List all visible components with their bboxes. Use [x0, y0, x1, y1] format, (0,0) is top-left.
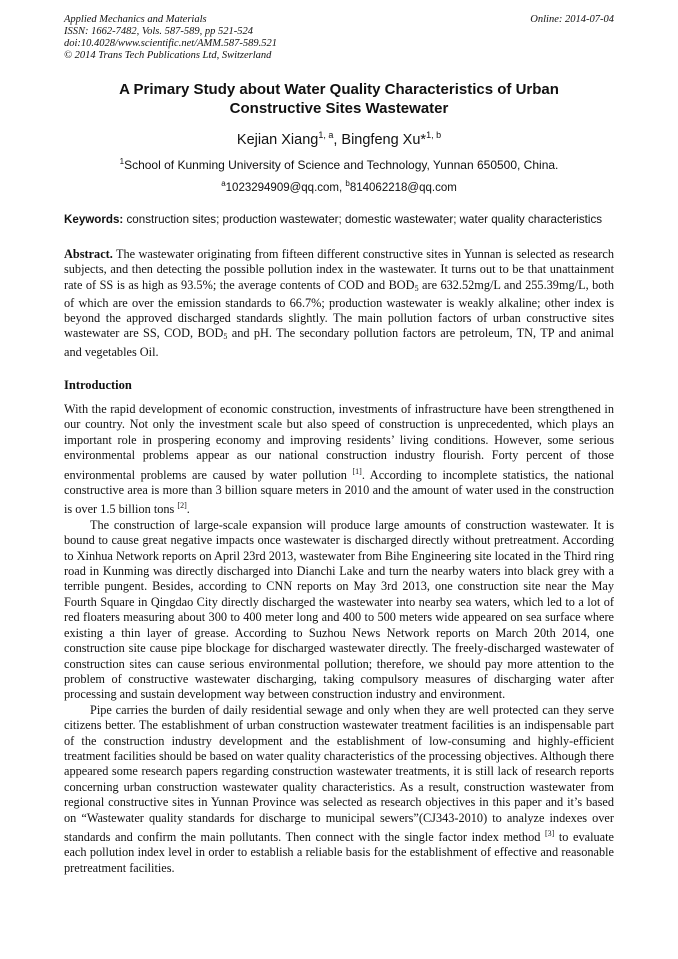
- abstract-text-3: and pH. The secondary pollution factors are petroleum, TN, TP and animal and vegetables Oil.: [64, 326, 614, 359]
- citation-1: [1]: [352, 466, 362, 476]
- author-1: Kejian Xiang: [236, 132, 319, 148]
- author-separator: ,: [333, 132, 342, 148]
- introduction-body: [64, 402, 614, 876]
- keywords-label: Keywords:: [64, 213, 124, 226]
- email-b: 814062218@qq.com: [349, 182, 457, 194]
- abstract: [64, 247, 614, 360]
- introduction-heading: Introduction: [64, 378, 132, 392]
- bod-subscript-1: 5: [414, 283, 419, 293]
- paper-title: [64, 80, 614, 118]
- doi: doi:10.4028/www.scientific.net/AMM.587-589.521: [64, 38, 277, 49]
- email-a-sup: a: [221, 179, 226, 188]
- intro-p3-text-b: to evaluate each pollution index level in order to establish a reliable basis for the establishment of effective and reasonable pretreatment facilities.: [64, 829, 614, 875]
- affiliation-text: School of Kunming University of Science and Technology, Yunnan 650500, China.: [124, 158, 559, 172]
- online-date: Online: 2014-07-04: [530, 14, 614, 25]
- citation-2: [2]: [177, 501, 187, 511]
- citation-3: [3]: [544, 828, 555, 838]
- author-2: Bingfeng Xu*: [341, 132, 427, 148]
- abstract-text-1: The wastewater originating from fifteen different constructive sites in Yunnan is selected as research subjects, and then detecting the possible pollution index in the wastewater. It turns out to be that unattainment rate of SS is as high as 93.5%; the average contents of COD and BOD: [64, 247, 614, 292]
- email-b-sup: b: [345, 179, 350, 188]
- issn: ISSN: 1662-7482, Vols. 587-589, pp 521-524: [64, 26, 253, 37]
- authors: [64, 130, 614, 148]
- intro-p1-text-c: .: [186, 502, 190, 517]
- keywords-text: construction sites; production wastewater; domestic wastewater; water quality characteristics: [123, 213, 603, 226]
- affiliation: [64, 157, 614, 172]
- abstract-label: Abstract.: [64, 247, 113, 261]
- author-1-sup: 1, a: [318, 130, 334, 140]
- intro-p1-text-a: With the rapid development of economic construction, investments of infrastructure have been strengthened in our country. Not only the investment scale but also speed of construction is unprecedented, which plays an important role in prospering economy and improving residents’ living conditions. However, some serious environmental problems appear as our national construction industry flourish. Forty percent of those environmental problems are caused by water pollution: [64, 402, 614, 482]
- title-line-2: Constructive Sites Wastewater: [229, 100, 449, 117]
- title-line-1: A Primary Study about Water Quality Characteristics of Urban: [119, 81, 559, 98]
- copyright: © 2014 Trans Tech Publications Ltd, Switzerland: [64, 50, 272, 61]
- intro-paragraph-2: The construction of large-scale expansion will produce large amounts of construction wastewater. It is bound to cause great negative impacts once wastewater is discharged directly without pretreatment. According to Xinhua Network reports on April 23rd 2013, wastewater from Bihe Engineering site located in the Third ring road in Kunming was directly discharged into Dianchi Lake and turn the nearby waters into black grey with a terrible pungent. Besides, according to CNN reports on May 3rd 2013, one construction site near the May Fourth Square in Qingdao City directly discharged the wastewater into nearby sea waters, which led to a lot of red floaters measuring about 300 to 400 meter long and 400 to 500 meters wide appeared on sea surface where existing a thin layer of grease. According to Suzhou News Network reports on March 20th 2014, one construction site cause pipe blockage for discharged wastewater directly. The freely-discharged wastewater of construction sites can cause serious environmental pollution; therefore, we should pay more attention to the problem of constructive wastewater discharging, taking compulsory measures of discharging water after processing and sustain development way between construction industry and environment.: [64, 517, 614, 702]
- journal-header: [64, 14, 614, 62]
- intro-p3-text-a: Pipe carries the burden of daily residential sewage and only when they are well protected can they serve citizens better. The establishment of urban construction wastewater treatment facilities is an indispensable part of the construction industry development and the establishment of low-consuming and highly-efficient treatment facilities should be based on water quality characteristics of the processing objectives. Although there appeared some research papers regarding construction wastewater treatments, it is still lack of research reports concerning urban construction wastewater quality characteristics. As a result, construction wastewater from regional constructive sites in Yunnan Province was selected as research objectives in this paper and it’s based on “Wastewater quality standards for discharge to municipal sewers”(CJ343-2010) to analyze indexes over standards and confirm the main pollutants. Then connect with the single factor index method: [64, 702, 614, 844]
- bod-subscript-2: 5: [223, 332, 228, 342]
- email-a: 1023294909@qq.com,: [225, 182, 346, 194]
- author-2-sup: 1, b: [426, 130, 442, 140]
- intro-paragraph-1: [64, 402, 614, 518]
- affiliation-sup: 1: [119, 157, 125, 166]
- intro-p1-text-b: . According to incomplete statistics, the national constructive area is more than 3 billion square meters in 2010 and the amount of water used in the construction is over 1.5 billion tons: [64, 467, 614, 517]
- intro-paragraph-3: [64, 703, 614, 876]
- abstract-text-2: are 632.52mg/L and 255.39mg/L, both of which are over the emission standards to 66.7%; production wastewater is weakly alkaline; other index is beyond the approved discharged standards slightly. The main pollution factors of urban constructive sites wastewater are SS, COD, BOD: [64, 277, 614, 341]
- emails: [64, 179, 614, 194]
- journal-name: Applied Mechanics and Materials: [64, 14, 207, 25]
- keywords: [64, 213, 614, 226]
